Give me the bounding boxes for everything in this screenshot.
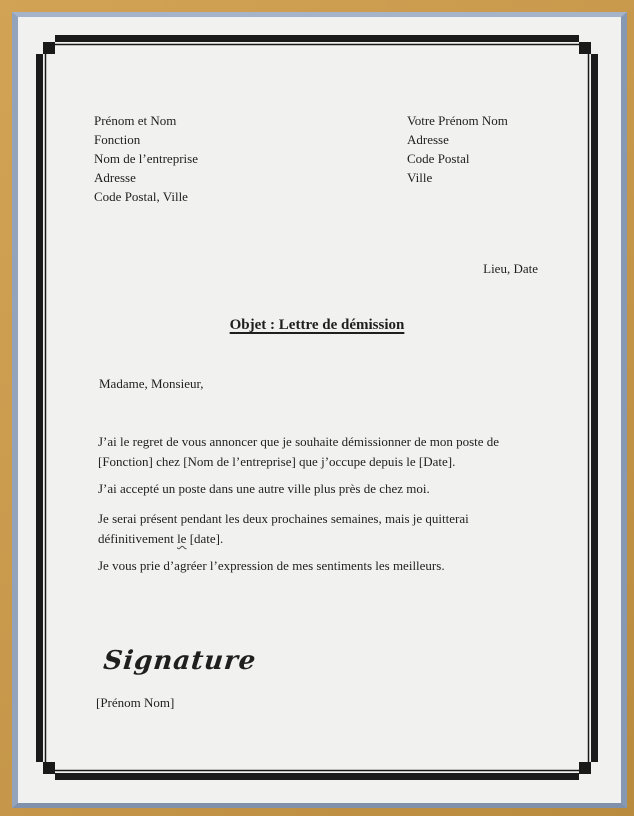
paragraph-line: Je vous prie d’agréer l’expression de mes sentiments les meilleurs.: [98, 558, 445, 573]
spellcheck-flagged-word: le: [177, 531, 187, 546]
paragraph-line: [Fonction] chez [Nom de l’entreprise] que j’occupe depuis le [Date].: [98, 454, 456, 469]
recipient-name-line: Votre Prénom Nom: [407, 113, 508, 128]
paragraph-line-segment: [date].: [189, 531, 224, 546]
signature-name-placeholder: [Prénom Nom]: [96, 695, 175, 710]
sender-role-line: Fonction: [94, 132, 141, 147]
paragraph-line-segment: définitivement: [98, 531, 174, 546]
place-date-line: Lieu, Date: [483, 261, 538, 276]
salutation-line: Madame, Monsieur,: [99, 376, 204, 391]
sender-name-line: Prénom et Nom: [94, 113, 177, 128]
paragraph-line: J’ai le regret de vous annoncer que je souhaite démissionner de mon poste de: [98, 434, 500, 449]
recipient-street-line: Adresse: [407, 132, 449, 147]
recipient-city-line: Ville: [407, 170, 433, 185]
paragraph-reason: [98, 479, 430, 499]
subject-line: Objet : Lettre de démission: [229, 317, 405, 333]
sender-city-line: Code Postal, Ville: [94, 189, 188, 204]
paragraph-line: Je serai présent pendant les deux prochaines semaines, mais je quitterai: [98, 511, 469, 526]
sender-company-line: Nom de l’entreprise: [94, 151, 198, 166]
sender-address-block: [94, 111, 198, 206]
paragraph-resignation: [98, 432, 499, 472]
sender-street-line: Adresse: [94, 170, 136, 185]
paragraph-closing: [98, 556, 445, 576]
paragraph-notice-period: [98, 509, 469, 549]
subject-row: [0, 316, 634, 334]
handwritten-signature: Signature: [102, 646, 258, 676]
recipient-postal-line: Code Postal: [407, 151, 470, 166]
paragraph-line: J’ai accepté un poste dans une autre ville plus près de chez moi.: [98, 481, 430, 496]
paragraph-line: [98, 529, 469, 549]
recipient-address-block: [407, 111, 508, 187]
